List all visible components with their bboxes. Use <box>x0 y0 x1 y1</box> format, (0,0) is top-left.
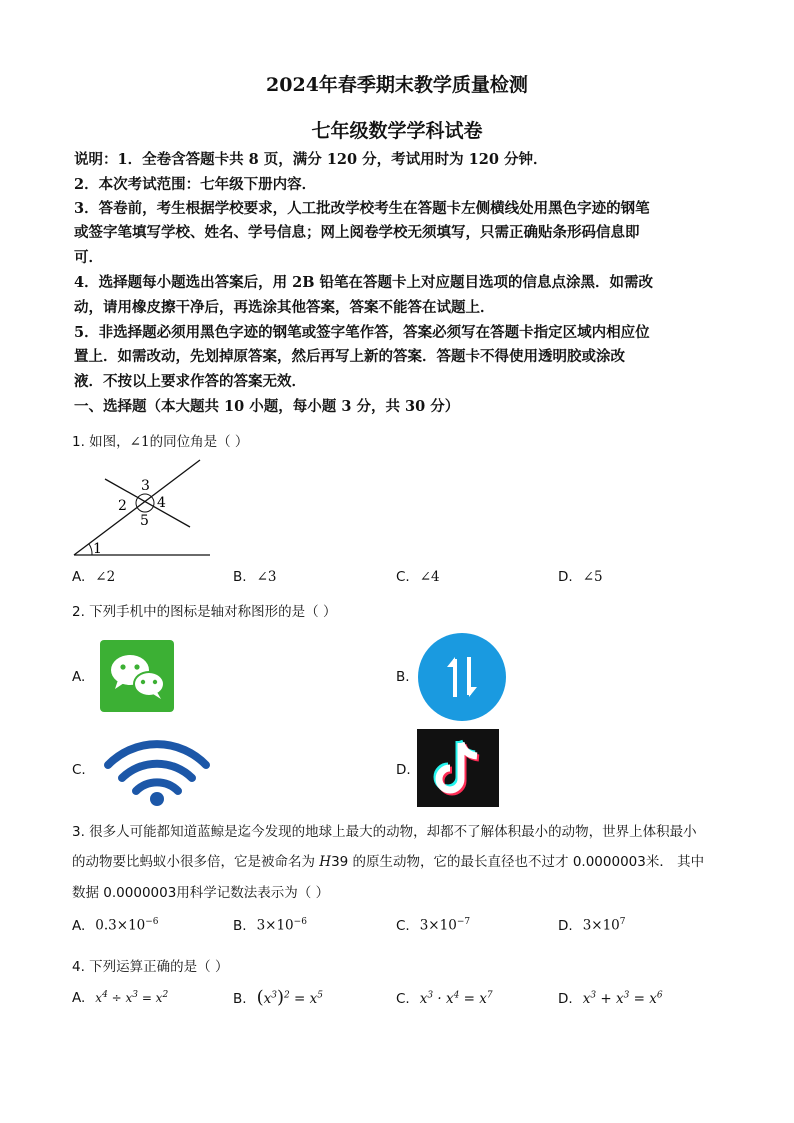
figure-label-3: 3 <box>141 478 150 494</box>
q1-option-a[interactable] <box>72 569 115 585</box>
instruction-line: 5．非选择题必须用黑色字迹的钢笔或签字笔作答，答案必须写在答题卡指定区域内相应位 <box>74 324 650 341</box>
exam-subtitle: 七年级数学学科试卷 <box>311 120 483 142</box>
option-label: B. <box>233 991 247 1007</box>
option-base: 3×10 <box>582 917 620 934</box>
instruction-line: 液．不按以上要求作答的答案无效． <box>74 373 306 390</box>
option-label: D. <box>558 569 573 585</box>
instruction-line: 可． <box>74 249 103 266</box>
option-text: ∠3 <box>256 569 277 585</box>
angle-figure <box>70 455 220 560</box>
option-text: ∠4 <box>419 569 440 585</box>
option-label: C. <box>396 569 410 585</box>
q3-text: 的动物要比蚂蚁小很多倍，它是被命名为 <box>72 854 320 870</box>
instruction-line: 动，请用橡皮擦干净后，再选涂其他答案，答案不能答在试题上． <box>74 299 495 316</box>
question-1-stem-b: 的同位角是（ ） <box>149 434 249 450</box>
option-label: A. <box>72 917 86 934</box>
option-label: D. <box>558 990 573 1007</box>
q1-option-b[interactable] <box>233 569 276 585</box>
instruction-line: 4．选择题每小题选出答案后，用 2B 铅笔在答题卡上对应题目选项的信息点涂黑．如需改 <box>74 274 654 291</box>
tiktok-icon <box>417 729 499 807</box>
instruction-line: 置上．如需改动，先划掉原答案，然后再写上新的答案．答题卡不得使用透明胶或涂改 <box>74 348 625 365</box>
instruction-line: 3．答卷前，考生根据学校要求，人工批改学校考生在答题卡左侧横线处用黑色字迹的钢笔 <box>74 200 650 217</box>
q4-option-d[interactable] <box>558 990 663 1007</box>
option-base: 3×10 <box>256 917 294 934</box>
question-1-stem <box>72 430 248 450</box>
wifi-icon <box>104 735 210 807</box>
q2-option-c[interactable] <box>72 762 96 778</box>
question-4-stem: 4. 下列运算正确的是（ ） <box>72 959 229 975</box>
q2-option-b[interactable] <box>396 669 420 685</box>
option-exp: −6 <box>145 917 159 927</box>
figure-label-1: 1 <box>93 541 102 557</box>
figure-label-4: 4 <box>157 495 166 511</box>
option-label: C. <box>72 762 86 778</box>
option-exp: −6 <box>293 917 307 927</box>
option-label: A. <box>72 669 86 685</box>
q3-option-d[interactable] <box>558 917 626 934</box>
option-label: D. <box>558 917 573 934</box>
q3-text: 39 的原生动物，它的最长直径也不过才 0.0000003米． 其中 <box>331 854 705 870</box>
option-label: A. <box>72 990 86 1006</box>
instruction-line: 说明：1．全卷含答题卡共 8 页，满分 120 分，考试用时为 120 分钟． <box>74 151 548 168</box>
figure-label-2: 2 <box>118 498 127 514</box>
option-label: D. <box>396 762 411 778</box>
option-label: C. <box>396 917 410 934</box>
q3-option-c[interactable] <box>396 917 470 934</box>
swap-arrows-icon <box>418 633 506 721</box>
option-text: ∠2 <box>95 569 116 585</box>
question-1-stem-a: 1. 如图， <box>72 434 130 450</box>
q4-option-a[interactable] <box>72 990 168 1006</box>
q3-italic: H <box>319 854 332 870</box>
q4-option-c[interactable] <box>396 990 493 1007</box>
formula-b: $(x^3)^2 = x^5$ <box>256 987 323 1008</box>
figure-label-5: 5 <box>140 513 149 529</box>
option-base: 3×10 <box>419 917 457 934</box>
q4-option-b[interactable] <box>233 987 323 1008</box>
formula-c: $x^3 \cdot x^4 = x^7$ <box>419 990 493 1007</box>
option-base: 0.3×10 <box>95 917 146 934</box>
q2-option-a[interactable] <box>72 669 95 685</box>
option-label: B. <box>233 917 247 934</box>
option-text: ∠5 <box>582 569 603 585</box>
option-exp: 7 <box>619 917 626 927</box>
question-2-stem: 2. 下列手机中的图标是轴对称图形的是（ ） <box>72 604 337 620</box>
option-label: C. <box>396 990 410 1007</box>
question-3-line2 <box>72 850 704 870</box>
figure-angle1-arc <box>89 544 92 555</box>
q3-option-a[interactable] <box>72 917 159 934</box>
option-label: B. <box>233 569 247 585</box>
q1-option-d[interactable] <box>558 569 603 585</box>
section-heading: 一、选择题（本大题共 10 小题，每小题 3 分，共 30 分） <box>74 398 460 415</box>
q3-option-b[interactable] <box>233 917 307 934</box>
option-exp: −7 <box>456 917 471 927</box>
formula-d: $x^3 + x^3 = x^6$ <box>582 990 663 1007</box>
option-label: B. <box>396 669 410 685</box>
question-1-angle: ∠1 <box>129 434 150 450</box>
exam-title: 2024年春季期末教学质量检测 <box>266 74 528 96</box>
wechat-icon <box>100 640 174 712</box>
instruction-line: 或签字笔填写学校、姓名、学号信息；网上阅卷学校无须填写，只需正确贴条形码信息即 <box>74 224 640 241</box>
instruction-line: 2．本次考试范围：七年级下册内容． <box>74 176 317 193</box>
figure-angle-arc <box>136 494 154 512</box>
formula-a: $x^4 \div x^3 = x^2$ <box>95 990 169 1005</box>
q1-option-c[interactable] <box>396 569 440 585</box>
question-3-line3: 数据 0.0000003用科学记数法表示为（ ） <box>72 885 330 901</box>
question-3-line1: 3. 很多人可能都知道蓝鲸是迄今发现的地球上最大的动物，却都不了解体积最小的动物，世界上体积最小 <box>72 824 697 840</box>
option-label: A. <box>72 569 86 585</box>
